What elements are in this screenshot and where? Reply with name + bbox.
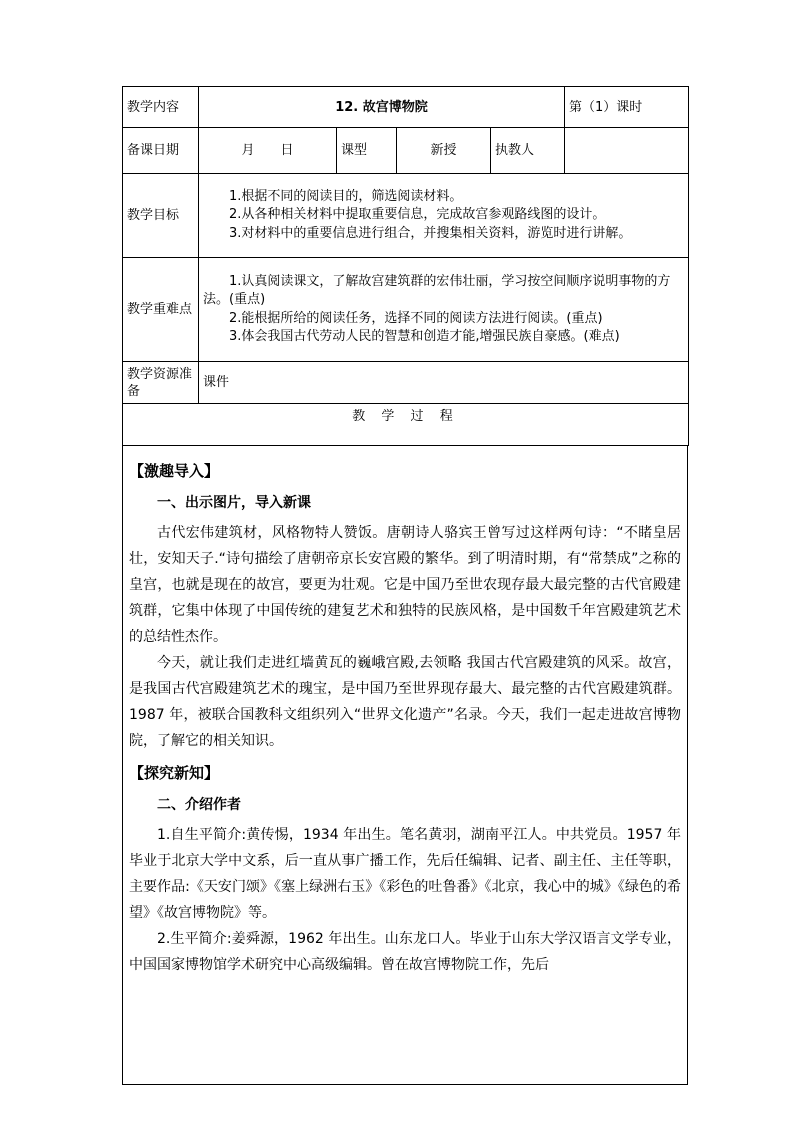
key-point-item: 2.能根据所给的阅读任务，选择不同的阅读方法进行阅读。(重点) xyxy=(229,310,603,326)
goals-content xyxy=(199,174,689,258)
resources-value: 课件 xyxy=(199,362,689,404)
goal-item: 3.对材料中的重要信息进行组合，并搜集相关资料，游览时进行讲解。 xyxy=(229,225,632,241)
key-point-item: 1.认真阅读课文，了解故宫建筑群的宏伟壮丽，学习按空间顺序说明事物的方法。(重点) xyxy=(203,273,671,307)
content-label: 教学内容 xyxy=(123,87,199,128)
process-label: 教 学 过 程 xyxy=(123,404,689,446)
teacher-value xyxy=(565,128,689,174)
lesson-info-table xyxy=(122,86,689,446)
lesson-title: 12. 故宫博物院 xyxy=(199,87,565,128)
key-points-content xyxy=(199,258,689,362)
resources-label: 教学资源准备 xyxy=(123,362,199,404)
author-subheading: 二、介绍作者 xyxy=(157,797,241,813)
lesson-type-label: 课型 xyxy=(337,128,397,174)
intro-paragraph: 古代宏伟建筑材，风格物特人赞饭。唐朝诗人骆宾王曾写过这样两句诗：“不睹皇居壮，安知天子.“诗句描绘了唐朝帝京长安宫殿的繁华。到了明清时期，有“常禁成”之称的皇宫，也就是现在的故宫，要更为壮观。它是中国乃至世农现存最大最完整的古代官殿建筑群，它集中体现了中国传统的建复艺术和独特的民族风格，是中国数千年宫殿建筑艺术的总结性杰作。 xyxy=(129,525,681,645)
prep-date-label: 备课日期 xyxy=(123,128,199,174)
key-points-label: 教学重难点 xyxy=(123,258,199,362)
goals-label: 教学目标 xyxy=(123,174,199,258)
lesson-type-value: 新授 xyxy=(397,128,491,174)
teaching-process-body xyxy=(122,446,688,1085)
intro-paragraph: 今天，就让我们走进红墙黄瓦的巍峨宫殿,去领略 我国古代宫殿建筑的风采。故宫，是我国古代宫殿建筑艺术的瑰宝，是中国乃至世界现存最大、最完整的古代宫殿建筑群。1987 年，被联合国教科文组织列入“世界文化遗产”名录。今天，我们一起走进故宫博物院，了解它的相关知识。 xyxy=(129,655,681,749)
period-label: 第（1）课时 xyxy=(565,87,689,128)
prep-date-value: 月 日 xyxy=(199,128,337,174)
intro-heading: 【激趣导入】 xyxy=(129,462,220,480)
author-paragraph: 2.生平简介:姜舜源，1962 年出生。山东龙口人。毕业于山东大学汉语言文学专业，中国国家博物馆学术研究中心高级编辑。曾在故宫博物院工作，先后 xyxy=(129,931,681,973)
goal-item: 1.根据不同的阅读目的，筛选阅读材料。 xyxy=(229,188,463,204)
key-point-item: 3.体会我国古代劳动人民的智慧和创造才能,增强民族自豪感。(难点) xyxy=(229,329,620,344)
goal-item: 2.从各种相关材料中提取重要信息，完成故宫参观路线图的设计。 xyxy=(229,207,606,223)
intro-subheading: 一、出示图片，导入新课 xyxy=(157,495,311,511)
author-paragraph: 1.自生平简介:黄传惕，1934 年出生。笔名黄羽，湖南平江人。中共党员。1957 年毕业于北京大学中文系，后一直从事广播工作，先后任编辑、记者、副主任、主任等职，主要作品:《天安门颂》《塞上绿洲右玉》《彩色的吐鲁番》《北京，我心中的城》《绿色的希望》《故宫博物院》等。 xyxy=(129,827,681,921)
lesson-plan-page xyxy=(122,86,688,1085)
teacher-label: 执教人 xyxy=(491,128,565,174)
explore-heading: 【探究新知】 xyxy=(129,764,220,782)
